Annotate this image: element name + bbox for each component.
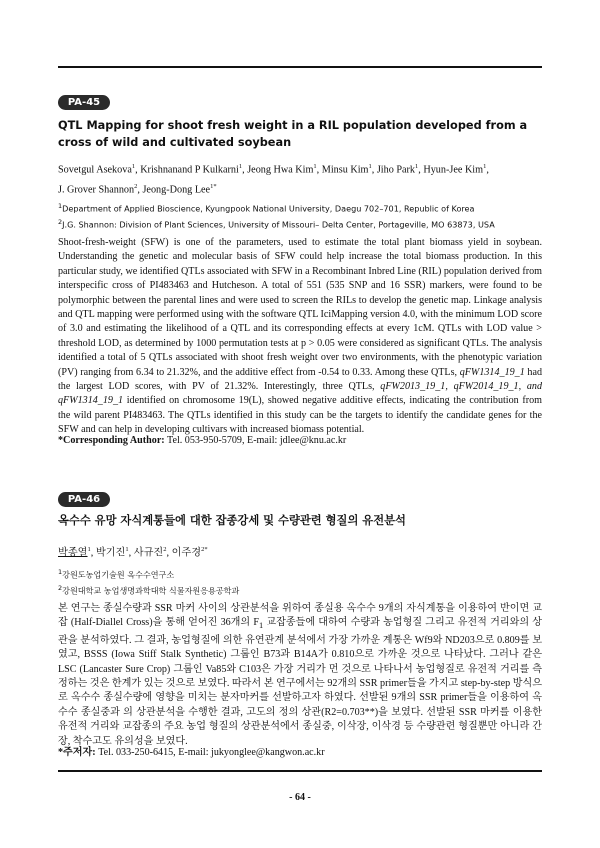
abstract-title-pa45: QTL Mapping for shoot fresh weight in a RIL population developed from a cross of wild and cultivated soybean (58, 119, 528, 149)
author-name: Sovetgul Asekova (58, 164, 132, 176)
author-name: 이주경 (171, 547, 202, 559)
author-name: J. Grover Shannon (58, 184, 135, 196)
author-name: 박기진 (95, 547, 126, 559)
abstract-body-pa46: 본 연구는 종실수량과 SSR 마커 사이의 상관분석을 위하여 종실용 옥수수 9개의 자식계통을 이용하여 반이면 교잡 (Half-Diallel Cross)을 통해 얻어진 36개의 $F_1$ 교잡종들에 대하여 수량과 농업형질 그리고 유전적 거리와의 상관을 분석하였다. 그 결과, 농업형질에 의한 유연관계 분석에서 가장 가까운 계통은 Wf9와 ND203으로 0.809를 보였고, BSSS (Iowa Stiff Stalk Synthetic) 그룹인 B73과 B14A가 0.810으로 가까운 것으로 나타났다. 그러나 같은 LSC (Lancaster Sure Crop) 그룹인 Va85와 C103은 가장 거리가 먼 것으로 나타나서 농업형질로 유전적 거리를 측정하는 것은 한계가 있는 것으로 보였다. 따라서 본 연구에서는 92개의 SSR primer들을 가지고 step-by-step 방식으로 옥수수 종실수량에 영향을 미치는 분자마커를 선발하고자 하였다. 선발된 9개의 SSR primer들을 이용하여 옥수수 종실중과 의 상관분석을 수행한 결과, 고도의 정의 상관(R2=0.703**)을 보였다. 선발된 SSR 마커를 이용한 유전적 거리와 교잡종의 주요 농업 형질의 상관분석에서 종실중, 이삭장, 이삭경 등 수량관련 형질뿐만 아니라 간장, 착수고도 유의성을 보였다. (58, 603, 542, 747)
author-list-pa45: Sovetgul Asekova$^1$, Krishnanand P Kulkarni$^1$, Jeong Hwa Kim$^1$, Minsu Kim$^1$, Jiho Park$^1$, Hyun-Jee Kim$^1$, J. Grover Shannon$^2$, Jeong-Dong Lee$^{1*}$ (58, 163, 489, 196)
author-name: Jeong Hwa Kim (247, 164, 314, 176)
affiliations-pa45 (58, 200, 542, 231)
abstract-title-pa46: 옥수수 유망 자식계통들에 대한 잡종강세 및 수량관련 형질의 유전분석 (58, 514, 406, 527)
affiliation: $^1$Department of Applied Bioscience, Kyungpook National University, Daegu 702–701, Republic of Korea (58, 202, 475, 214)
author-name: Hyun-Jee Kim (423, 164, 484, 176)
author-name: Minsu Kim (321, 164, 369, 176)
bottom-rule (58, 770, 542, 772)
corresponding-author-pa45: *Corresponding Author: Tel. 053-950-5709, E-mail: jdlee@knu.ac.kr (58, 435, 347, 446)
author-name: 사규진 (133, 547, 164, 559)
affiliation: $^1$강원도농업기술원 옥수수연구소 (58, 568, 175, 580)
author-name: Jiho Park (376, 164, 416, 176)
affiliation: $^2$J.G. Shannon: Division of Plant Sciences, University of Missouri– Delta Center, Portageville, MO 63873, USA (58, 217, 495, 230)
top-rule (58, 66, 542, 68)
abstract-body-pa45: Shoot-fresh-weight (SFW) is one of the parameters, used to estimate the total plant biomass yield in soybean. Understanding the genetic and molecular basis of SFW could help increase the total biomass production. In this particular study, we identified QTLs associated with SFW in a Recombinant Inbred Line (RIL) population derived from interspecific cross of PI483463 and Hutcheson. A total of 551 (535 SNP and 16 SSR) markers, were found to be polymorphic between the parental lines and were used to screen the RILs to develop the genetic map. Linkage analysis and QTL mapping were performed using with the software QTL IciMapping version 4.0, with the minimum LOD score of 3.0 and estimating the likelihood of a QTL and its corresponding effects at every 1cM. QTLs with LOD value > threshold LOD, as determined by 1000 permutation tests at p > 0.05 were considered as significant QTLs. The analysis identified a total of 5 QTLs associated with shoot fresh weight over two environments, with the phenotypic variation (PV) ranging from 6.34 to 21.32%, and the additive effect from -0.54 to 0.33. Among these QTLs, qFW1314_19_1 had the largest LOD scores, with PV of 21.32%. Interestingly, three QTLs, qFW2013_19_1, qFW2014_19_1, and qFW1314_19_1 identified on chromosome 19(L), showed negative additive effects, indicating the contribution from the wild parent PI483463. The QTLs identified in this study can be the targets to identify the candidate genes for the SFW and can help in developing cultivars with increased biomass potential. (58, 237, 542, 436)
page-number: - 64 - (289, 792, 311, 803)
author-name: Jeong-Dong Lee (142, 184, 211, 196)
qtl-name: qFW1314_19_1 (459, 366, 525, 378)
author-name: Krishnanand P Kulkarni (140, 164, 239, 176)
author-list-pa46: 박종열$^1$, 박기진$^1$, 사규진$^2$, 이주경$^{2*}$ (58, 546, 208, 559)
abstract-badge-pa46: PA-46 (58, 492, 110, 507)
corresponding-author-pa46: *주저자: Tel. 033-250-6415, E-mail: jukyonglee@kangwon.ac.kr (58, 747, 325, 758)
author-name: 박종열 (58, 547, 88, 559)
qtl-name: qFW2013_19_1, qFW2014_19_1, and qFW1314_19_1 (58, 381, 542, 407)
abstract-badge-pa45: PA-45 (58, 95, 110, 110)
affiliation: $^2$강원대학교 농업생명과학대학 식물자원응용공학과 (58, 583, 240, 596)
affiliations-pa46 (58, 566, 542, 597)
